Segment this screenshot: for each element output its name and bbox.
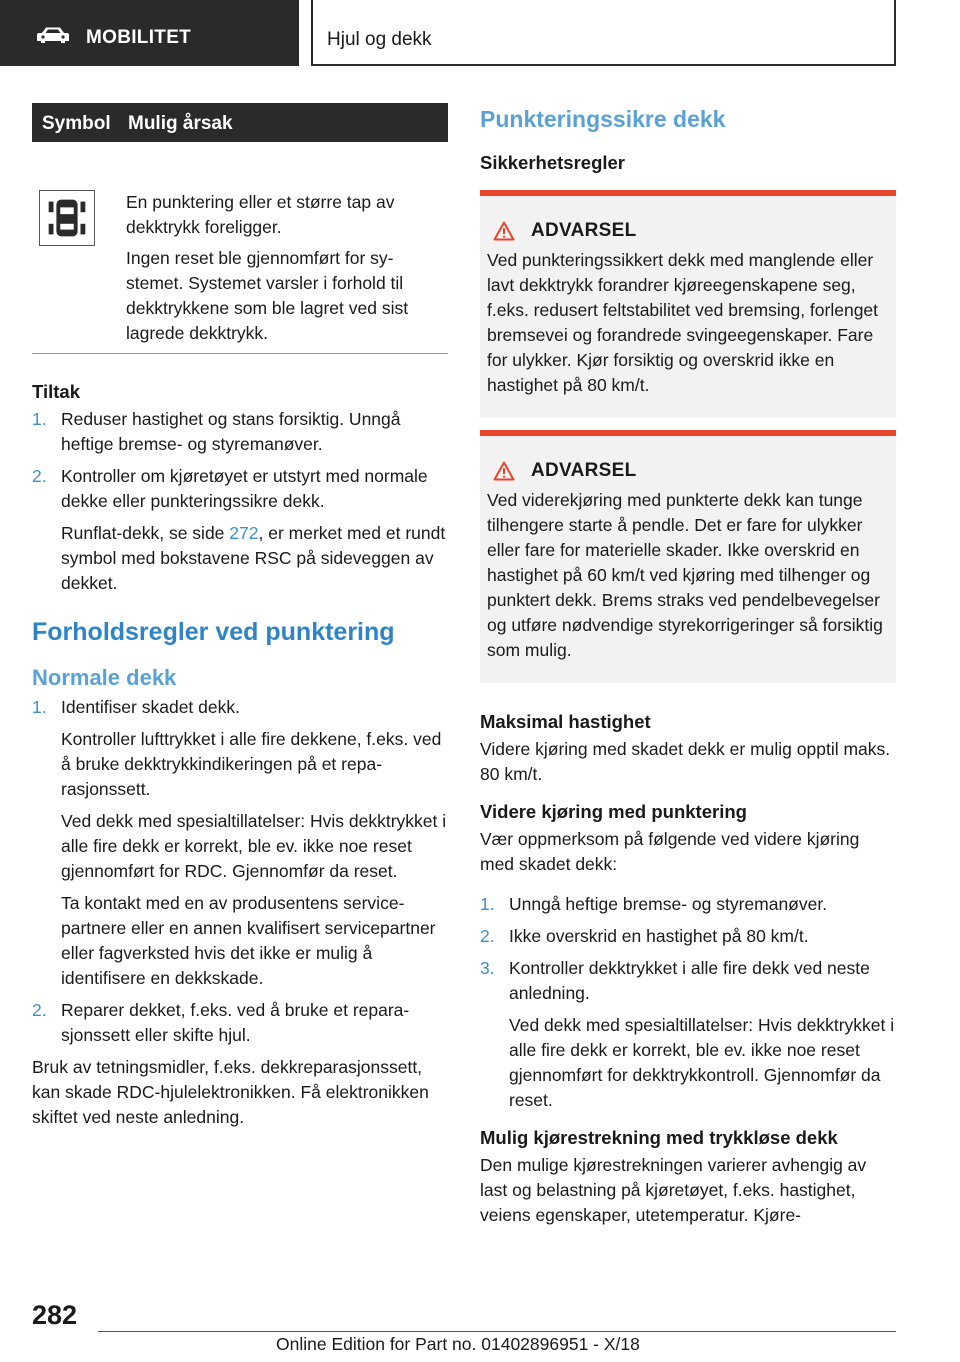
warning-triangle-icon	[493, 221, 515, 241]
range-text: Den mulige kjørestrekningen varierer avhengig av last og belastning på kjøretøyet, f.eks. hastighet, veiens egenskaper, utetemperatur. Kjøre-	[480, 1155, 867, 1225]
safety-heading: Sikkerhetsregler	[480, 152, 626, 173]
table-row	[32, 142, 448, 354]
step-text: Reparer dekket, f.eks. ved å bruke et reparasjonssett eller skifte hjul.	[61, 1000, 410, 1045]
continue-text: Vær oppmerksom på følgende ved videre kjøring med skadet dekk:	[480, 829, 860, 874]
warning-text: Ved viderekjøring med punkterte dekk kan tunge tilhengere starte å pendle. Det er fare for ulykker eller fare for materielle skader. Ikke overskrid en hastighet på 60 km/t ved kjøring med tilhenger og punktert dekk. Brems straks ved pendelbevegelser og utføre nødvendige styrekorrigeringer så forsiktig som mulig.	[487, 490, 883, 660]
step-text: Ved dekk med spesialtillatelser: Hvis dekktrykket i alle fire dekk er korrekt, ble ev. ikke noe reset gjennomført for dekktrykkontroll. Gjennomfør da reset.	[509, 1015, 895, 1110]
section-heading: Punkteringssikre dekk	[480, 106, 726, 132]
footer-divider	[98, 1331, 896, 1332]
list-item	[480, 892, 896, 917]
list-item	[32, 998, 448, 1048]
left-column	[32, 103, 448, 1130]
warning-title	[493, 460, 889, 482]
table-header-cause: Mulig årsak	[128, 113, 233, 134]
table-header-symbol: Symbol	[42, 113, 111, 134]
max-speed-text: Videre kjøring med skadet dekk er mulig opptil maks. 80 km/t.	[480, 739, 891, 784]
subsection-heading: Normale dekk	[32, 665, 177, 690]
footer-edition: Online Edition for Part no. 01402896951 - X/18	[276, 1334, 640, 1354]
step-text: Ta kontakt med en av produsentens servicepartnere eller en annen kvalifisert servicepartner eller fagverksted hvis det ikke er mulig å identifisere en dekkskade.	[61, 893, 436, 988]
step-text: Ikke overskrid en hastighet på 80 km/t.	[509, 926, 809, 946]
header-section-bar	[0, 0, 299, 66]
tiltak-steps	[32, 407, 448, 596]
step-number: 2.	[480, 926, 495, 946]
step-number: 2.	[32, 1000, 47, 1020]
warning-label: ADVARSEL	[531, 220, 637, 241]
step-text: Identifiser skadet dekk.	[61, 697, 240, 717]
list-item	[480, 956, 896, 1113]
normal-steps	[32, 695, 448, 1048]
warning-box	[480, 190, 896, 418]
symbol-table-header	[32, 103, 448, 142]
warning-label: ADVARSEL	[531, 460, 637, 481]
list-item	[32, 464, 448, 596]
closing-paragraph: Bruk av tetningsmidler, f.eks. dekkreparasjonssett, kan skade RDC-hjulelektronikken. Få elektronikken skiftet ved neste anledning.	[32, 1057, 429, 1127]
header-chapter-title: Hjul og dekk	[327, 29, 432, 50]
step-number: 1.	[480, 894, 495, 914]
warning-title	[493, 220, 889, 242]
step-number: 1.	[32, 409, 47, 429]
step-number: 2.	[32, 466, 47, 486]
warning-triangle-icon	[493, 461, 515, 481]
step-text: Ved dekk med spesialtillatelser: Hvis dekktrykket i alle fire dekk er korrekt, ble ev. ikke noe reset gjennomført for RDC. Gjennomfør da reset.	[61, 811, 447, 881]
header-chapter-box	[311, 0, 896, 66]
list-item	[480, 924, 896, 949]
step-text: Reduser hastighet og stans forsiktig. Unngå heftige bremse- og styremanøver.	[61, 409, 401, 454]
warning-text: Ved punkteringssikkert dekk med manglende eller lavt dekktrykk forandrer kjøreegenskapene seg, f.eks. redusert feltstabilitet ved bremsing, forlenget bremsevei og forandrede svingeegenskaper. Fare for ulykker. Kjør forsiktig og overskrid ikke en hastighet på 80 km/t.	[487, 250, 879, 395]
step-text: Kontroller lufttrykket i alle fire dekkene, f.eks. ved å bruke dekktrykkindikeringen på et reparasjonssett.	[61, 729, 442, 799]
right-column	[480, 103, 896, 1228]
list-item	[32, 407, 448, 457]
continue-steps	[480, 892, 896, 1113]
step-extra-prefix: Runflat-dekk, se side	[61, 523, 230, 543]
step-text: Kontroller dekktrykket i alle fire dekk ved neste anledning.	[509, 958, 870, 1003]
max-speed-heading: Maksimal hastighet	[480, 711, 651, 732]
step-extra-text	[61, 521, 448, 596]
list-item	[32, 695, 448, 991]
range-heading: Mulig kjørestrekning med trykkløse dekk	[480, 1127, 838, 1148]
page-reference-link[interactable]: 272	[229, 523, 259, 543]
warning-box	[480, 430, 896, 683]
step-number: 1.	[32, 697, 47, 717]
cause-text-2: Ingen reset ble gjennomført for systemet. Systemet varsler i forhold til dekktrykkene som ble lagret ved sist lagrede dekktrykk.	[126, 248, 409, 343]
section-heading: Forholdsregler ved punktering	[32, 618, 395, 646]
header-section-title: MOBILITET	[86, 27, 192, 48]
tire-pressure-warning-icon	[39, 190, 95, 246]
step-number: 3.	[480, 958, 495, 978]
cause-text-1: En punktering eller et større tap av dekktrykk foreligger.	[126, 192, 395, 237]
tiltak-heading: Tiltak	[32, 381, 80, 402]
page-number: 282	[32, 1300, 78, 1330]
step-text: Kontroller om kjøretøyet er utstyrt med normale dekke eller punkteringssikre dekk.	[61, 466, 428, 511]
car-icon	[36, 26, 70, 44]
step-text: Unngå heftige bremse- og styremanøver.	[509, 894, 828, 914]
step-extra-suffix: , er merket med et rundt symbol med bokstavene RSC på sideveggen av dekket.	[61, 523, 446, 593]
table-cause-cell	[126, 190, 444, 346]
continue-heading: Videre kjøring med punktering	[480, 801, 747, 822]
